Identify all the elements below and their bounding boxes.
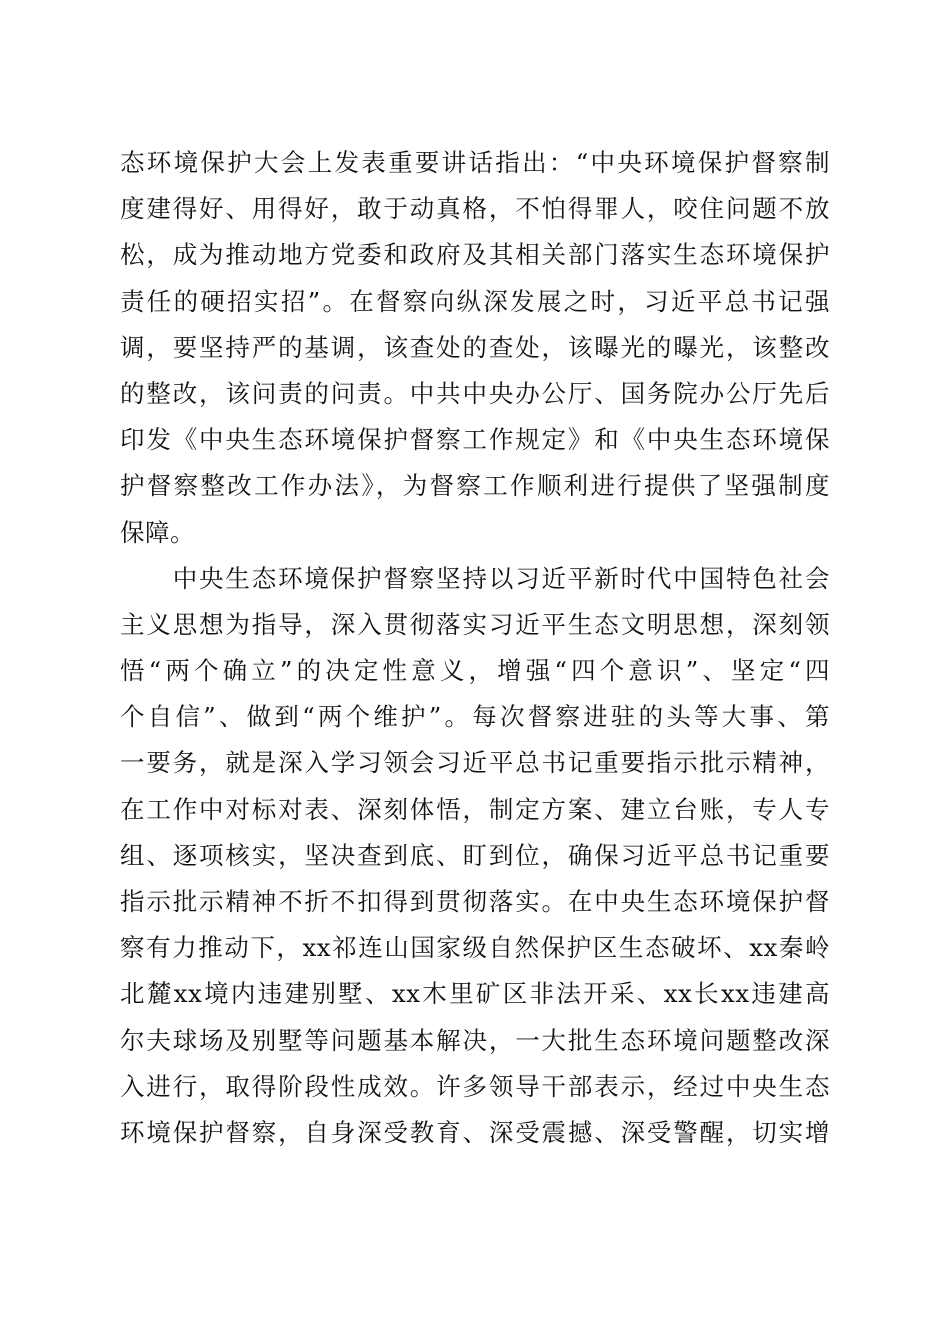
text-line: 环境保护督察，自身深受教育、深受震撼、深受警醒，切实增	[120, 1117, 830, 1147]
body-text	[120, 140, 830, 1156]
paragraph-1	[120, 140, 830, 556]
text-line: 度建得好、用得好，敢于动真格，不怕得罪人，咬住问题不放	[120, 194, 830, 224]
text-line: 的整改，该问责的问责。中共中央办公厅、国务院办公厅先后	[120, 378, 830, 408]
text-line: 入进行，取得阶段性成效。许多领导干部表示，经过中央生态	[120, 1071, 830, 1101]
text-line: 印发《中央生态环境保护督察工作规定》和《中央生态环境保	[120, 425, 830, 455]
text-line: 主义思想为指导，深入贯彻落实习近平生态文明思想，深刻领	[120, 609, 830, 639]
paragraph-2	[120, 556, 830, 1156]
text-line: 尔夫球场及别墅等问题基本解决，一大批生态环境问题整改深	[120, 1025, 830, 1055]
text-line: 一要务，就是深入学习领会习近平总书记重要指示批示精神，	[120, 748, 830, 778]
text-line: 保障。	[120, 517, 195, 547]
text-line: 指示批示精神不折不扣得到贯彻落实。在中央生态环境保护督	[120, 887, 830, 916]
text-line: 松，成为推动地方党委和政府及其相关部门落实生态环境保护	[120, 240, 830, 270]
text-line: 中央生态环境保护督察坚持以习近平新时代中国特色社会	[120, 563, 830, 593]
text-line: 察有力推动下，xx祁连山国家级自然保护区生态破坏、xx秦岭	[120, 933, 830, 963]
text-line: 在工作中对标对表、深刻体悟，制定方案、建立台账，专人专	[120, 794, 830, 824]
text-line: 护督察整改工作办法》，为督察工作顺利进行提供了坚强制度	[120, 471, 830, 501]
text-line: 悟“两个确立”的决定性意义，增强“四个意识”、坚定“四	[120, 656, 830, 686]
text-line: 调，要坚持严的基调，该查处的查处，该曝光的曝光，该整改	[120, 332, 830, 362]
text-line: 态环境保护大会上发表重要讲话指出：“中央环境保护督察制	[120, 148, 830, 177]
text-line: 组、逐项核实，坚决查到底、盯到位，确保习近平总书记重要	[120, 840, 830, 870]
text-line: 责任的硬招实招”。在督察向纵深发展之时，习近平总书记强	[120, 286, 830, 316]
text-line: 个自信”、做到“两个维护”。每次督察进驻的头等大事、第	[120, 702, 830, 732]
text-line: 北麓xx境内违建别墅、xx木里矿区非法开采、xx长xx违建高	[120, 979, 830, 1009]
